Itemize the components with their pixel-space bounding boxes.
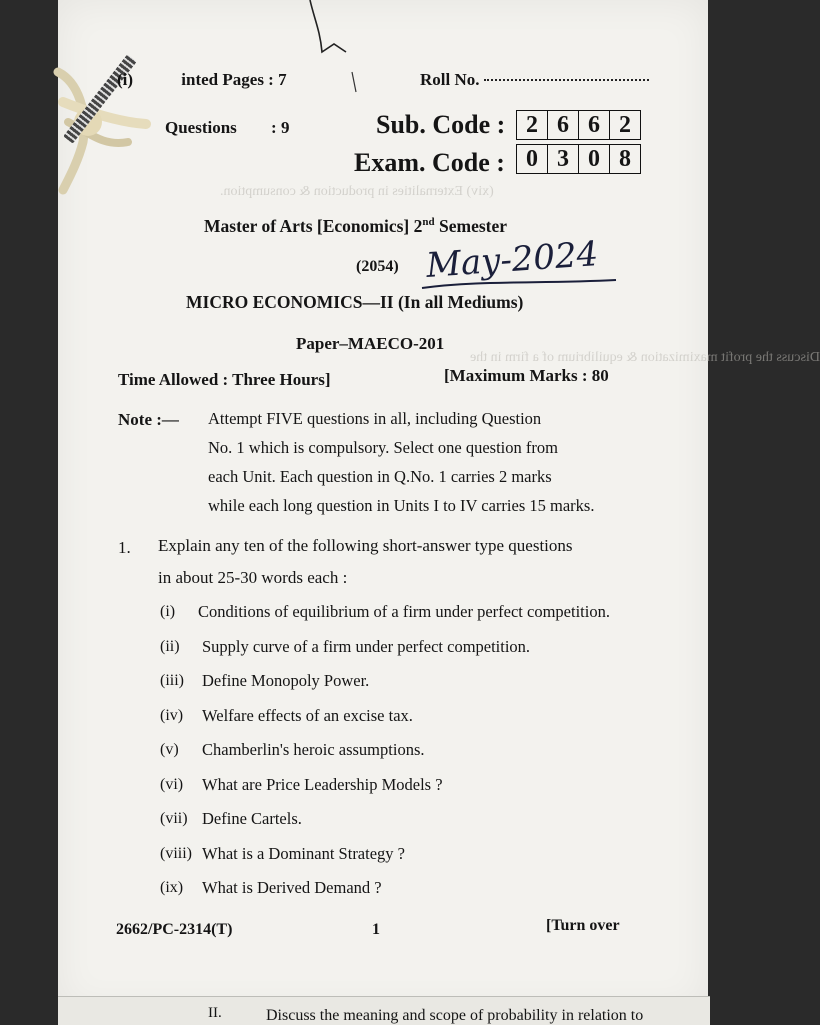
item-text: Supply curve of a firm under perfect competition. (202, 636, 531, 656)
exam-code-digits-box: 3 (548, 145, 579, 173)
paper-crease-mark (300, 0, 380, 90)
item-text: What is Derived Demand ? (202, 878, 382, 897)
item-text: Welfare effects of an excise tax. (202, 705, 413, 725)
program-title: Master of Arts [Economics] 2nd Semester (204, 216, 508, 236)
note-line-3: each Unit. Each question in Q.No. 1 carries 2 marks (208, 467, 552, 486)
bleed-through-text-2: Discuss the profit maximization & equilibrium of a firm in the (470, 350, 820, 365)
item-text: Define Monopoly Power. (202, 671, 370, 690)
item-text: Chamberlin's heroic assumptions. (202, 740, 425, 759)
course-code: (2054) (356, 258, 399, 275)
item-number: (iv) (160, 706, 184, 724)
roll-number-label: Roll No. (420, 70, 480, 89)
printed-prefix: (i) (117, 70, 134, 89)
sub-code-digits-box: 2 (517, 111, 548, 139)
exam-code-digits-box: 0 (517, 145, 548, 173)
questions-count (165, 118, 289, 138)
next-page-text: Discuss the meaning and scope of probability in relation to (266, 1007, 644, 1024)
time-allowed: Time Allowed : Three Hours] (118, 370, 331, 389)
subject-title: MICRO ECONOMICS—II (In all Mediums) (186, 292, 524, 312)
roll-number-field (420, 70, 649, 90)
question-number: 1. (118, 538, 131, 557)
item-text: Define Cartels. (202, 809, 302, 828)
printed-pages-line (117, 70, 287, 90)
item-number: (iii) (160, 672, 184, 689)
item-number: (ix) (160, 879, 184, 896)
questions-value: : 9 (271, 118, 290, 137)
item-number: (vi) (160, 775, 184, 793)
item-number: (v) (160, 741, 179, 758)
next-page-edge (58, 996, 710, 1025)
note-line-1: Attempt FIVE questions in all, including Question (208, 409, 542, 428)
footer-code: 2662/PC-2314(T) (116, 921, 233, 938)
sub-code-label: Sub. Code : (376, 110, 506, 139)
question-line-2: in about 25-30 words each : (158, 568, 348, 587)
sub-code-digits-box: 2 (619, 111, 631, 138)
handwritten-underline (420, 278, 620, 292)
exam-code-label: Exam. Code : (354, 148, 505, 177)
page-number: 1 (372, 921, 380, 938)
printed-pages-value: 7 (278, 70, 287, 89)
item-number: (vii) (160, 810, 188, 827)
item-number: (viii) (160, 844, 192, 862)
note-body (208, 404, 594, 520)
item-number: (ii) (160, 637, 180, 655)
question-line-1: Explain any ten of the following short-answer type questions (158, 536, 573, 555)
item-text: What is a Dominant Strategy ? (202, 843, 405, 863)
exam-code-digits-box: 0 (579, 145, 610, 173)
handwritten-date: May-2024 (424, 234, 600, 286)
exam-code-digits-box: 8 (619, 145, 631, 172)
paper-code: Paper–MAECO-201 (296, 334, 445, 353)
printed-pages-label: inted Pages : (181, 70, 274, 89)
sub-code-digits-box: 6 (548, 111, 579, 139)
item-text: Conditions of equilibrium of a firm under perfect competition. (198, 602, 610, 621)
roll-number-blank (484, 79, 649, 81)
note-label: Note :— (118, 410, 179, 429)
bleed-through-text: (xiv) Externalities in production & consumption. (220, 184, 494, 199)
next-page-mark: II. (208, 1005, 222, 1021)
turn-over: [Turn over (546, 917, 620, 934)
note-line-4: while each long question in Units I to IV carries 15 marks. (208, 496, 595, 515)
exam-code-boxes (516, 144, 641, 174)
sub-code-digits-box: 6 (579, 111, 610, 139)
note-line-2: No. 1 which is compulsory. Select one question from (208, 438, 558, 457)
questions-label: Questions (165, 118, 237, 137)
maximum-marks: [Maximum Marks : 80 (444, 366, 609, 385)
item-text: What are Price Leadership Models ? (202, 774, 443, 794)
item-number: (i) (160, 603, 176, 620)
sub-code-boxes (516, 110, 641, 140)
